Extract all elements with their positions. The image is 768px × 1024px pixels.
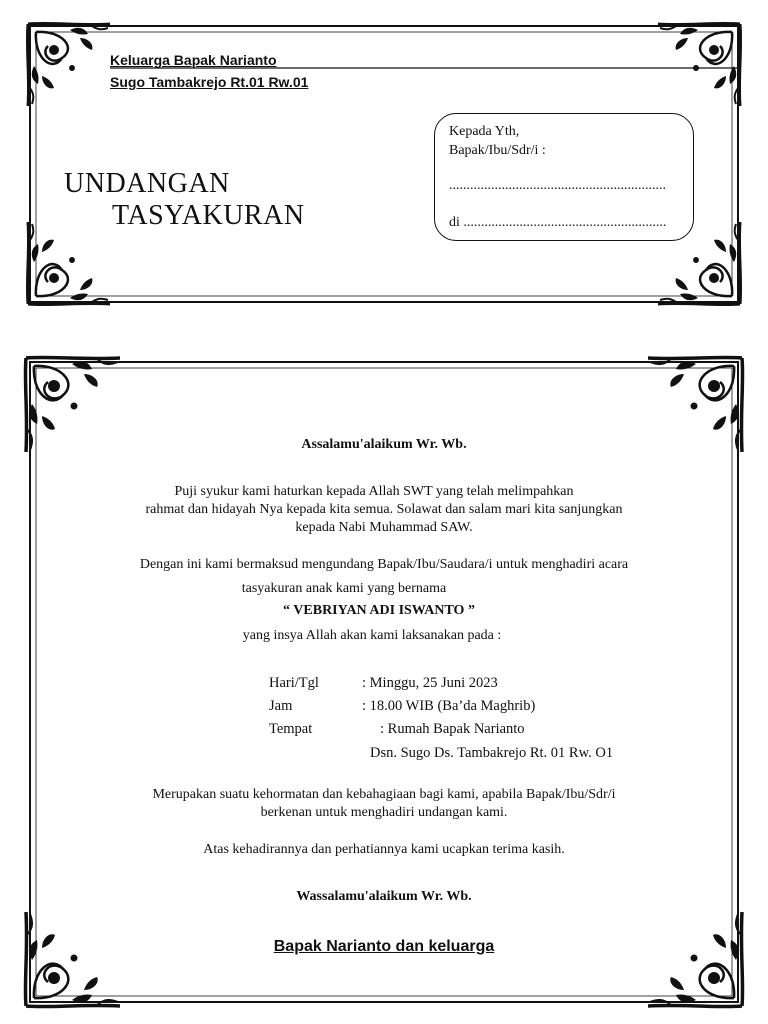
- time-label: Jam: [269, 698, 293, 714]
- paragraph-1-line-2: rahmat dan hidayah Nya kepada kita semua. Solawat dan salam mari kita sanjungkan: [145, 502, 623, 517]
- sender-address: Sugo Tambakrejo Rt.01 Rw.01: [110, 74, 309, 90]
- invitation-letter-card: [0, 340, 768, 1024]
- farewell: Wassalamu'alaikum Wr. Wb.: [296, 889, 472, 904]
- paragraph-3-line-2: berkenan untuk menghadiri undangan kami.: [260, 805, 508, 820]
- paragraph-3-line-1: Merupakan suatu kehormatan dan kebahagiaan bagi kami, apabila Bapak/Ibu/Sdr/i: [152, 787, 616, 802]
- paragraph-2-line-1: Dengan ini kami bermaksud mengundang Bapak/Ibu/Saudara/i untuk menghadiri acara: [139, 557, 629, 572]
- time-value: : 18.00 WIB (Ba’da Maghrib): [362, 698, 536, 714]
- paragraph-2-line-3: yang insya Allah akan kami laksanakan pada :: [242, 628, 502, 643]
- sender-name: Keluarga Bapak Narianto: [110, 52, 277, 68]
- envelope-card: [0, 0, 768, 328]
- place-label: Tempat: [269, 721, 313, 737]
- place-value: : Rumah Bapak Narianto: [380, 721, 525, 737]
- recipient-name-blank: ..............................................................: [449, 178, 666, 193]
- recipient-salutation: Kepada Yth,: [449, 124, 520, 139]
- day-label: Hari/Tgl: [269, 675, 319, 691]
- recipient-title: Bapak/Ibu/Sdr/i :: [449, 143, 546, 158]
- place-address: Dsn. Sugo Ds. Tambakrejo Rt. 01 Rw. O1: [370, 745, 614, 761]
- child-name: “ VEBRIYAN ADI ISWANTO ”: [283, 603, 475, 618]
- paragraph-1-line-3: kepada Nabi Muhammad SAW.: [295, 520, 473, 535]
- recipient-place-blank: di ..........................................................: [449, 215, 667, 230]
- title-line-2: TASYAKURAN: [112, 200, 305, 231]
- greeting: Assalamu'alaikum Wr. Wb.: [301, 437, 467, 452]
- title-line-1: UNDANGAN: [64, 168, 230, 199]
- signature-name: Bapak Narianto dan keluarga: [273, 938, 495, 955]
- paragraph-2-line-2: tasyakuran anak kami yang bernama: [241, 581, 447, 596]
- thanks-line: Atas kehadirannya dan perhatiannya kami ucapkan terima kasih.: [203, 842, 565, 857]
- paragraph-1-line-1: Puji syukur kami haturkan kepada Allah SWT yang telah melimpahkan: [174, 484, 574, 499]
- recipient-address-box: [434, 113, 694, 241]
- day-value: : Minggu, 25 Juni 2023: [362, 675, 498, 691]
